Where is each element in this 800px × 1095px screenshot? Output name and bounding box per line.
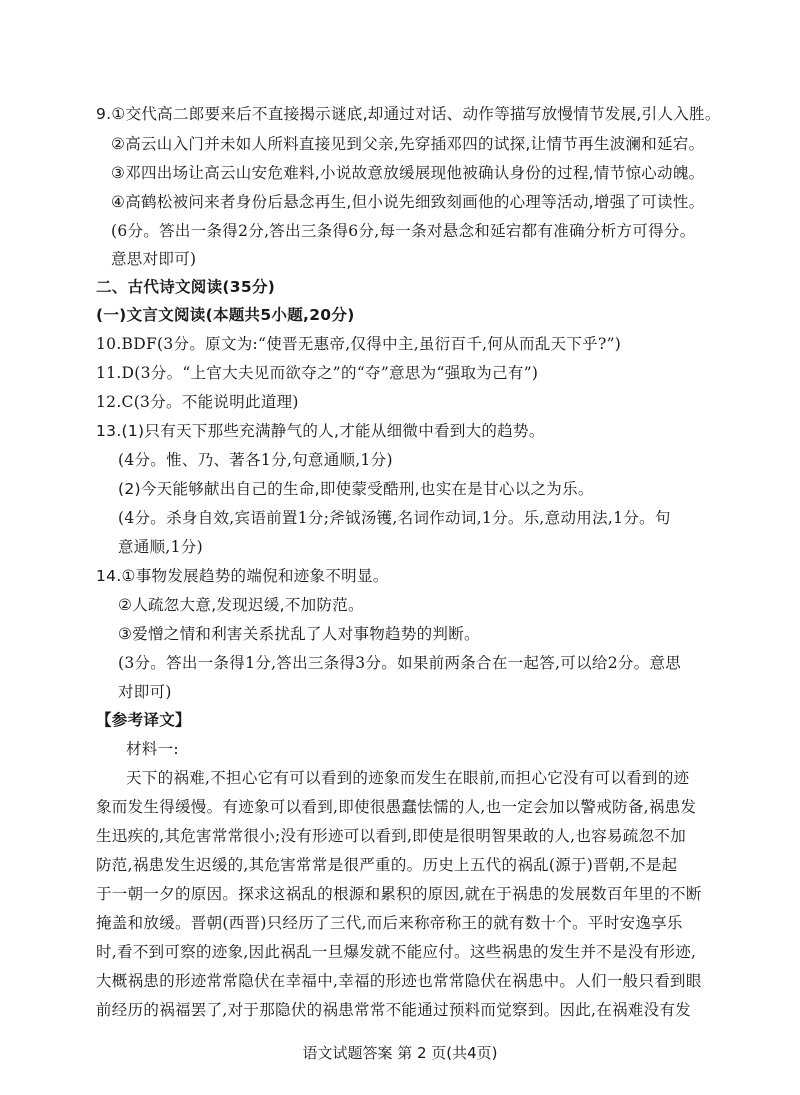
answer-9-point-1: 9.①交代高二郎要来后不直接揭示谜底,却通过对话、动作等描写放慢情节发展,引人入胜。 <box>96 105 721 123</box>
reference-translation-heading: 【参考译文】 <box>96 711 191 729</box>
answer-10: 10.BDF(3分。原文为:“使晋无惠帝,仅得中主,虽衍百千,何从而乱天下乎?”) <box>96 335 622 353</box>
answer-14-scoring: (3分。答出一条得1分,答出三条得3分。如果前两条合在一起答,可以给2分。意思 <box>118 654 682 672</box>
translation-paragraph-line: 象而发生得缓慢。有迹象可以看到,即使很愚蠢怯懦的人,也一定会加以警戒防备,祸患发 <box>96 798 697 816</box>
material-one-label: 材料一: <box>126 740 179 758</box>
subsection-heading: (一)文言文阅读(本题共5小题,20分) <box>96 306 355 324</box>
answer-14-point-1: 14.①事物发展趋势的端倪和迹象不明显。 <box>96 567 389 585</box>
section-heading: 二、古代诗文阅读(35分) <box>96 278 276 296</box>
answer-9-point-2: ②高云山入门并未如人所料直接见到父亲,先穿插邓四的试探,让情节再生波澜和延宕。 <box>111 135 705 153</box>
translation-paragraph-line: 于一朝一夕的原因。探求这祸乱的根源和累积的原因,就在于祸患的发展数百年里的不断 <box>96 885 702 903</box>
answer-14-point-2: ②人疏忽大意,发现迟缓,不加防范。 <box>118 596 364 614</box>
answer-9-point-4: ④高鹤松被问来者身份后悬念再生,但小说先细致刻画他的心理等活动,增强了可读性。 <box>111 193 705 211</box>
answer-14-scoring-cont: 对即可) <box>118 683 172 701</box>
answer-14-point-3: ③爱憎之情和利害关系扰乱了人对事物趋势的判断。 <box>118 625 480 643</box>
answer-13-part-2-scoring: (4分。杀身自效,宾语前置1分;斧钺汤镬,名词作动词,1分。乐,意动用法,1分。句 <box>118 509 671 527</box>
page-footer: 语文试题答案 第 2 页(共4页) <box>302 1044 498 1062</box>
answer-13-part-2: (2)今天能够献出自己的生命,即使蒙受酷刑,也实在是甘心以之为乐。 <box>118 480 594 498</box>
answer-12: 12.C(3分。不能说明此道理) <box>96 393 299 411</box>
answer-11: 11.D(3分。“上官大夫见而欲夺之”的“夺”意思为“强取为己有”) <box>96 364 539 382</box>
translation-paragraph-line: 前经历的祸福罢了,对于那隐伏的祸患常常不能通过预料而觉察到。因此,在祸难没有发 <box>96 1001 692 1019</box>
translation-paragraph-line: 防范,祸患发生迟缓的,其危害常常是很严重的。历史上五代的祸乱(源于)晋朝,不是起 <box>96 856 678 874</box>
answer-13-part-2-scoring-cont: 意通顺,1分) <box>118 538 203 556</box>
answer-9-scoring-cont: 意思对即可) <box>111 250 197 268</box>
answer-9-point-3: ③邓四出场让高云山安危难料,小说故意放缓展现他被确认身份的过程,情节惊心动魄。 <box>111 164 705 182</box>
translation-paragraph-line: 掩盖和放缓。晋朝(西晋)只经历了三代,而后来称帝称王的就有数十个。平时安逸享乐 <box>96 914 683 932</box>
translation-paragraph-line: 大概祸患的形迹常常隐伏在幸福中,幸福的形迹也常常隐伏在祸患中。人们一般只看到眼 <box>96 972 702 990</box>
translation-paragraph-line: 时,看不到可察的迹象,因此祸乱一旦爆发就不能应付。这些祸患的发生并不是没有形迹, <box>96 943 697 961</box>
translation-paragraph-line: 天下的祸难,不担心它有可以看到的迹象而发生在眼前,而担心它没有可以看到的迹 <box>126 769 690 787</box>
answer-9-scoring: (6分。答出一条得2分,答出三条得6分,每一条对悬念和延宕都有准确分析方可得分。 <box>111 222 696 240</box>
answer-13-part-1-scoring: (4分。惟、乃、著各1分,句意通顺,1分) <box>118 451 393 469</box>
translation-paragraph-line: 生迅疾的,其危害常常很小;没有形迹可以看到,即使是很明智果敢的人,也容易疏忽不加 <box>96 827 687 845</box>
answer-13-part-1: 13.(1)只有天下那些充满静气的人,才能从细微中看到大的趋势。 <box>96 422 545 440</box>
